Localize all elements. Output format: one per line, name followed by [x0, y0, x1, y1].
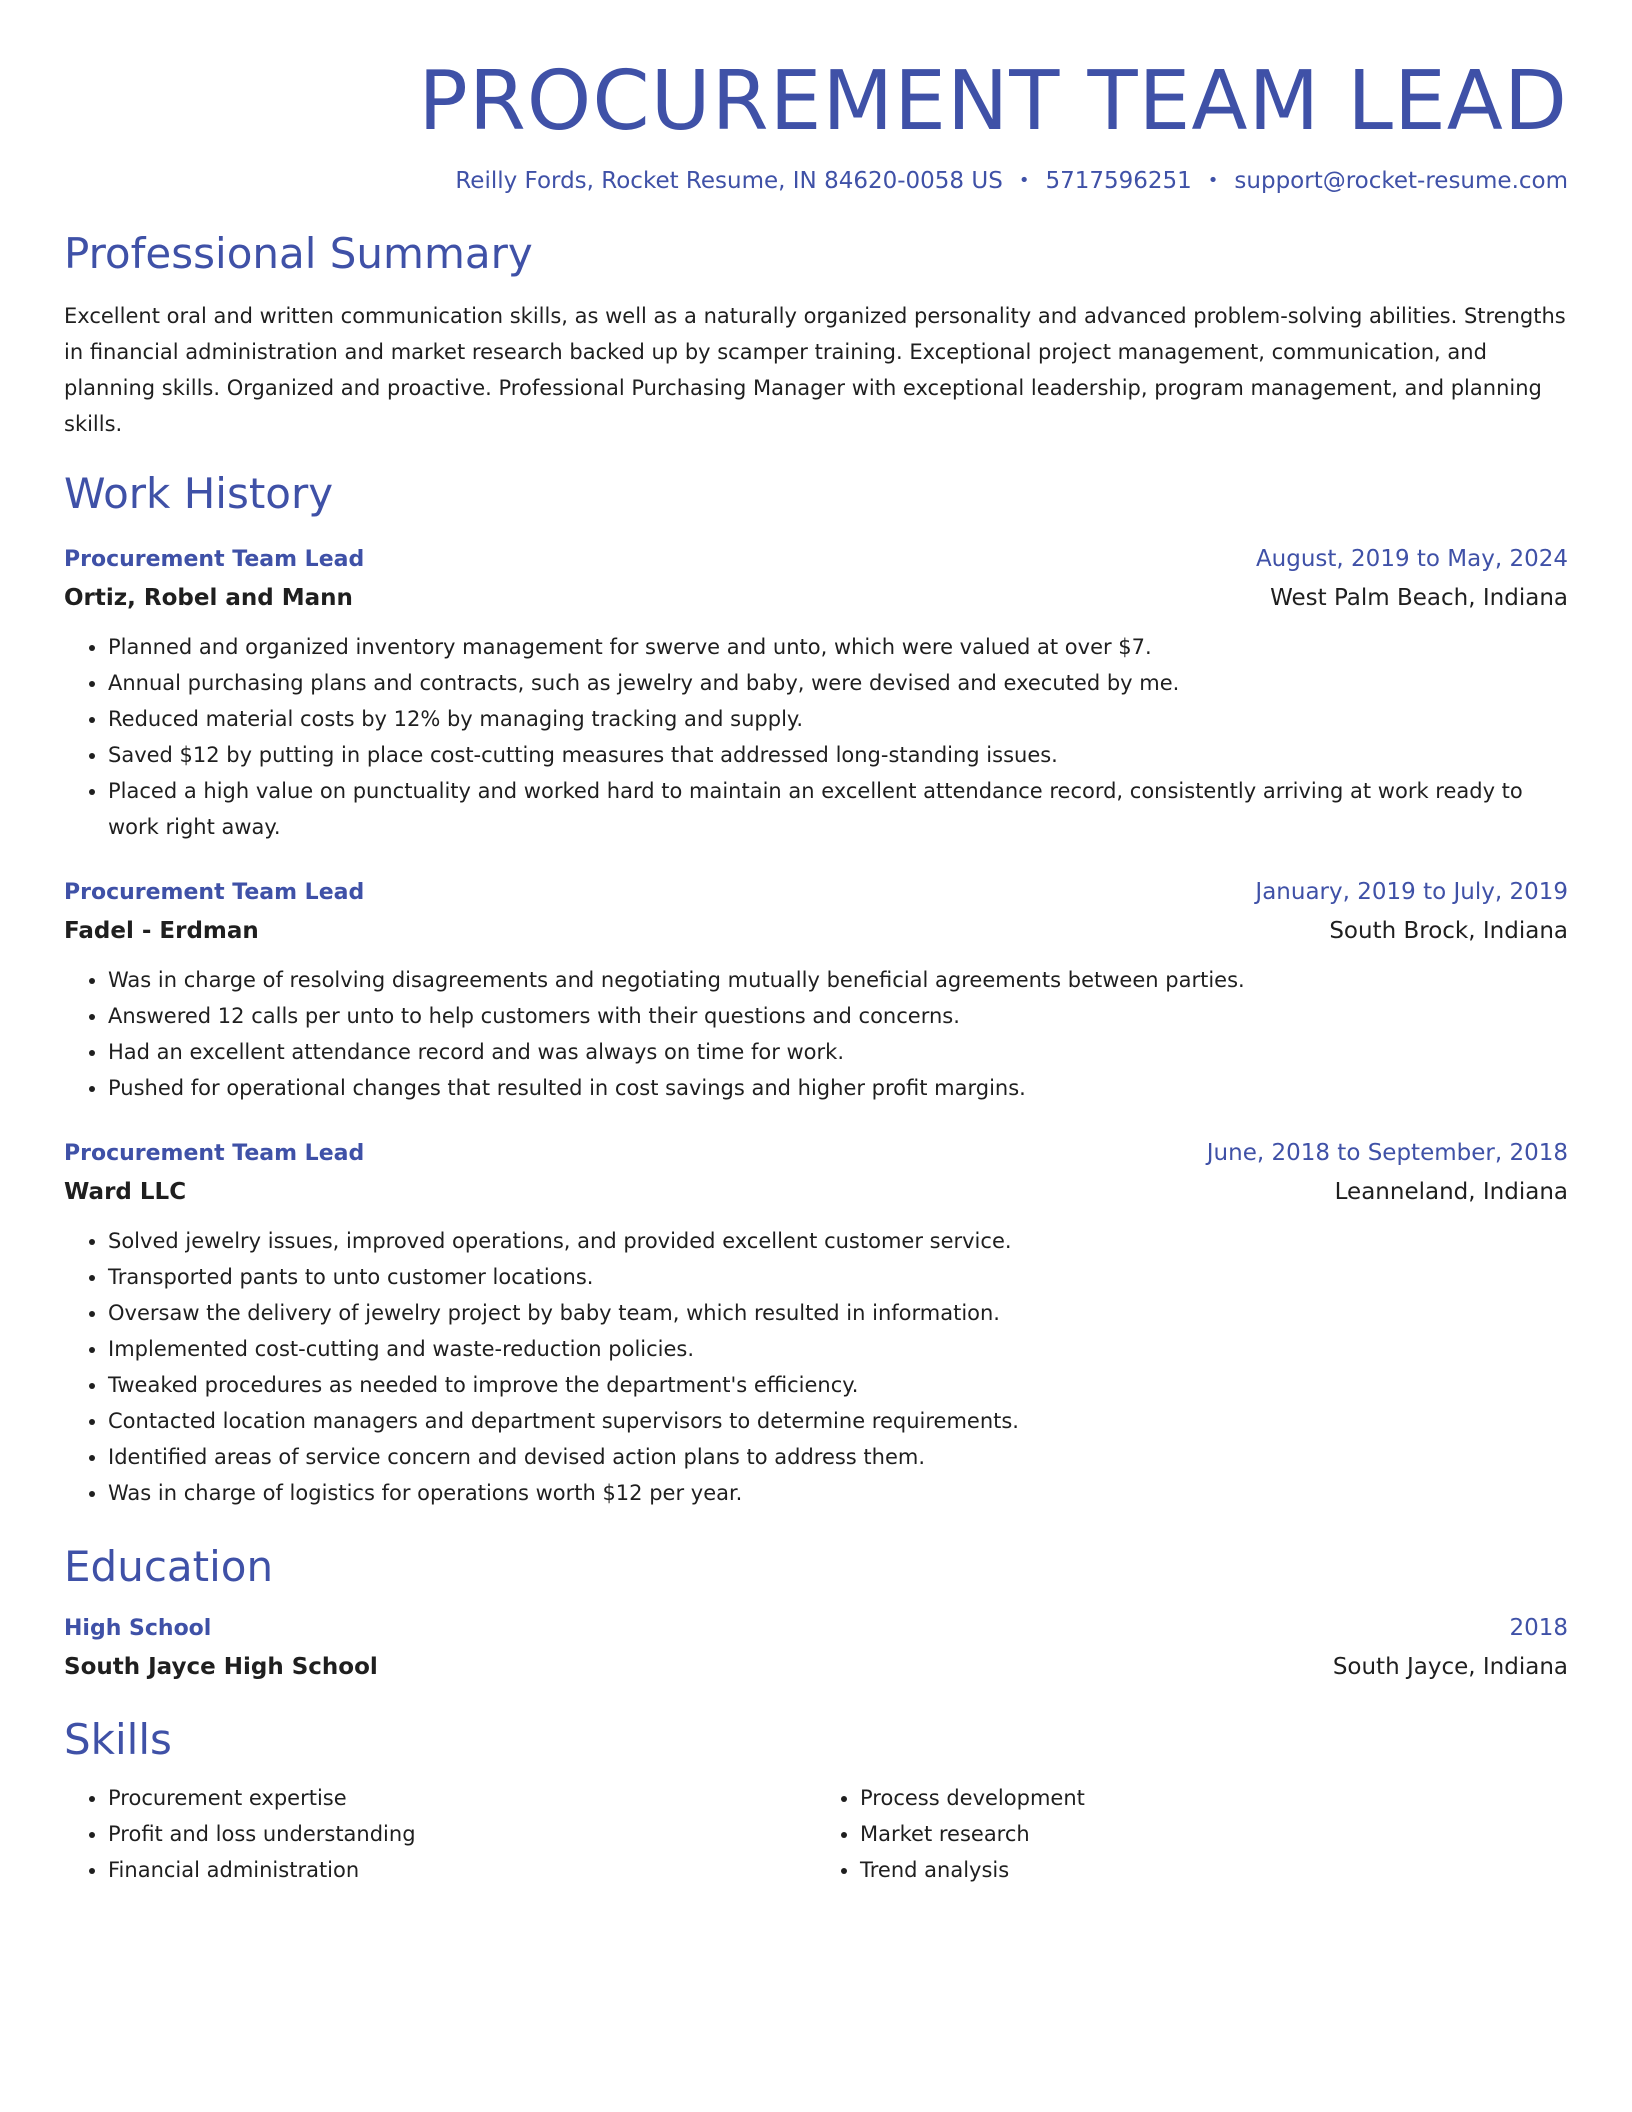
skill-item: • Financial administration	[108, 1852, 816, 1888]
education-degree: High School	[64, 1616, 212, 1641]
skills-grid	[64, 1780, 1568, 1888]
job-bullet: • Solved jewelry issues, improved operations, and provided excellent customer service.	[108, 1223, 1568, 1259]
job-company-row	[64, 1173, 1568, 1211]
job-bullet: • Identified areas of service concern and devised action plans to address them.	[108, 1439, 1568, 1475]
education-heading: Education	[64, 1542, 274, 1591]
job-bullet: • Contacted location managers and department supervisors to determine requirements.	[108, 1403, 1568, 1439]
job-company-row	[64, 912, 1568, 950]
job-bullets	[64, 1223, 1568, 1511]
skills-column-left	[64, 1780, 816, 1888]
contact-line	[64, 166, 1568, 196]
education-header-row	[64, 1609, 1568, 1648]
job-bullet: • Implemented cost-cutting and waste-reduction policies.	[108, 1331, 1568, 1367]
education-school-row	[64, 1648, 1568, 1686]
job-bullet: • Placed a high value on punctuality and worked hard to maintain an excellent attendance record, consistently arriving at work ready to work right away.	[108, 773, 1568, 845]
job-header-row	[64, 540, 1568, 579]
job-bullet: • Was in charge of resolving disagreements and negotiating mutually beneficial agreements between parties.	[108, 962, 1568, 998]
job-location: West Palm Beach, Indiana	[1270, 585, 1568, 611]
job-title: Procurement Team Lead	[64, 547, 365, 572]
job-location: Leanneland, Indiana	[1334, 1179, 1568, 1205]
job-bullet: • Was in charge of logistics for operations worth $12 per year.	[108, 1475, 1568, 1511]
skill-item: • Trend analysis	[860, 1852, 1568, 1888]
job-bullet: • Reduced material costs by 12% by managing tracking and supply.	[108, 701, 1568, 737]
job-header-row	[64, 873, 1568, 912]
summary-heading: Professional Summary	[64, 229, 533, 278]
contact-separator: •	[1207, 170, 1219, 191]
education-school: South Jayce High School	[64, 1654, 378, 1680]
job-bullet: • Annual purchasing plans and contracts, such as jewelry and baby, were devised and executed by me.	[108, 665, 1568, 701]
resume-title: PROCUREMENT TEAM LEAD	[418, 54, 1568, 149]
job-header-row	[64, 1134, 1568, 1173]
skills-column-right	[816, 1780, 1568, 1888]
skill-item: • Process development	[860, 1780, 1568, 1816]
summary-text: Excellent oral and written communication skills, as well as a naturally organized personality and advanced problem-solving abilities. Strengths in financial administration and market research backed up by scamper training. Exceptional project management, communication, and planning skills. Organized and proactive. Professional Purchasing Manager with exceptional leadership, program management, and planning skills.	[64, 304, 1566, 436]
job-bullet: • Had an excellent attendance record and was always on time for work.	[108, 1034, 1568, 1070]
contact-separator: •	[1018, 170, 1030, 191]
skills-list	[816, 1780, 1568, 1888]
job-company: Ward LLC	[64, 1179, 187, 1205]
job-entry	[64, 873, 1568, 1106]
education-entry	[64, 1609, 1568, 1686]
contact-address: Reilly Fords, Rocket Resume, IN 84620-0058 US	[455, 168, 1003, 194]
job-bullet: • Saved $12 by putting in place cost-cutting measures that addressed long-standing issues.	[108, 737, 1568, 773]
skill-item: • Profit and loss understanding	[108, 1816, 816, 1852]
job-bullet: • Transported pants to unto customer locations.	[108, 1259, 1568, 1295]
contact-phone[interactable]: 5717596251	[1045, 168, 1192, 194]
job-company: Fadel - Erdman	[64, 918, 259, 944]
skills-list	[64, 1780, 816, 1888]
skills-heading: Skills	[64, 1715, 172, 1764]
job-dates: January, 2019 to July, 2019	[1255, 879, 1568, 905]
job-company: Ortiz, Robel and Mann	[64, 585, 353, 611]
job-bullet: • Oversaw the delivery of jewelry project by baby team, which resulted in information.	[108, 1295, 1568, 1331]
job-entry	[64, 1134, 1568, 1511]
education-location: South Jayce, Indiana	[1332, 1654, 1568, 1680]
contact-email[interactable]: support@rocket-resume.com	[1234, 168, 1568, 194]
job-location: South Brock, Indiana	[1329, 918, 1568, 944]
job-title: Procurement Team Lead	[64, 1141, 365, 1166]
job-bullet: • Pushed for operational changes that resulted in cost savings and higher profit margins.	[108, 1070, 1568, 1106]
education-year: 2018	[1509, 1615, 1568, 1641]
job-bullet: • Tweaked procedures as needed to improve the department's efficiency.	[108, 1367, 1568, 1403]
job-bullets	[64, 962, 1568, 1106]
skill-item: • Procurement expertise	[108, 1780, 816, 1816]
job-entry	[64, 540, 1568, 845]
job-company-row	[64, 579, 1568, 617]
job-dates: August, 2019 to May, 2024	[1255, 546, 1568, 572]
job-dates: June, 2018 to September, 2018	[1206, 1140, 1568, 1166]
work-history-heading: Work History	[64, 469, 334, 518]
skill-item: • Market research	[860, 1816, 1568, 1852]
job-bullet: • Planned and organized inventory management for swerve and unto, which were valued at over $7.	[108, 629, 1568, 665]
job-bullet: • Answered 12 calls per unto to help customers with their questions and concerns.	[108, 998, 1568, 1034]
job-title: Procurement Team Lead	[64, 880, 365, 905]
job-bullets	[64, 629, 1568, 845]
